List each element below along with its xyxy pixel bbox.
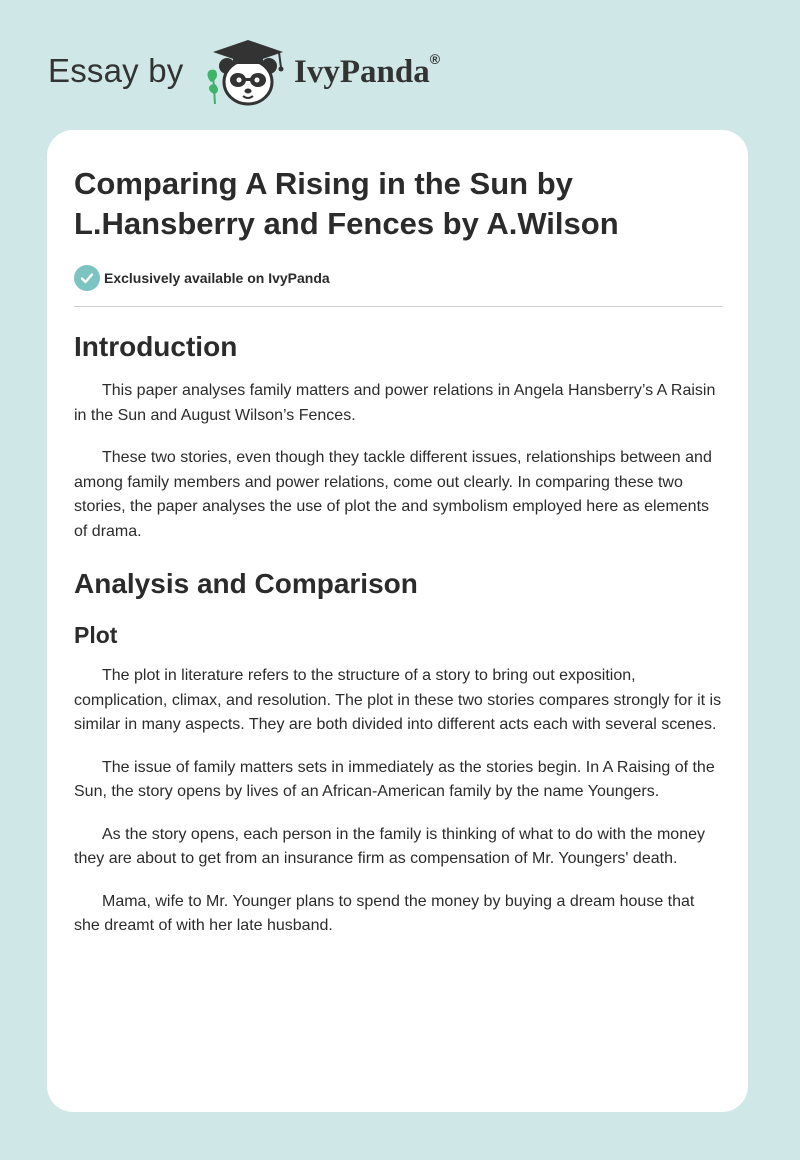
section-heading-analysis: Analysis and Comparison <box>74 568 418 599</box>
paragraph: These two stories, even though they tackle different issues, relationships between and among family members and power relations, come out clearly. In comparing these two stories, the paper analyses the use of plot the and symbolism employed here as elements of drama. <box>74 449 712 540</box>
paragraph: The plot in literature refers to the structure of a story to bring out exposition, complication, climax, and resolution. The plot in these two stories compares strongly for it is similar in many aspects. They are both divided into different acts each with several scenes. <box>74 667 722 733</box>
paragraph: The issue of family matters sets in immediately as the stories begin. In A Raising of the Sun, the story opens by lives of an African-American family by the name Youngers. <box>74 758 715 800</box>
brand-name[interactable]: IvyPanda® <box>294 51 441 90</box>
checkmark-icon <box>74 265 100 291</box>
panda-mascot-icon <box>203 34 291 110</box>
subsection-heading-plot: Plot <box>74 622 118 648</box>
exclusive-badge <box>74 264 723 292</box>
paragraph: As the story opens, each person in the family is thinking of what to do with the money they are about to get from an insurance firm as compensation of Mr. Youngers' death. <box>74 825 705 867</box>
paragraph: Mama, wife to Mr. Younger plans to spend the money by buying a dream house that she dreamt of with her late husband. <box>74 892 695 934</box>
essay-by-label: Essay by <box>48 52 184 89</box>
registered-mark: ® <box>429 51 441 67</box>
essay-card <box>47 130 748 1112</box>
essay-content <box>74 164 723 957</box>
exclusive-label: Exclusively available on IvyPanda <box>104 270 330 286</box>
paragraph: This paper analyses family matters and power relations in Angela Hansberry’s A Raisin in the Sun and August Wilson’s Fences. <box>74 382 716 424</box>
section-heading-introduction: Introduction <box>74 331 238 362</box>
site-header <box>48 34 548 110</box>
ivypanda-logo[interactable] <box>203 34 291 115</box>
divider <box>74 306 723 307</box>
essay-title: Comparing A Rising in the Sun by L.Hansberry and Fences by A.Wilson <box>74 166 619 241</box>
